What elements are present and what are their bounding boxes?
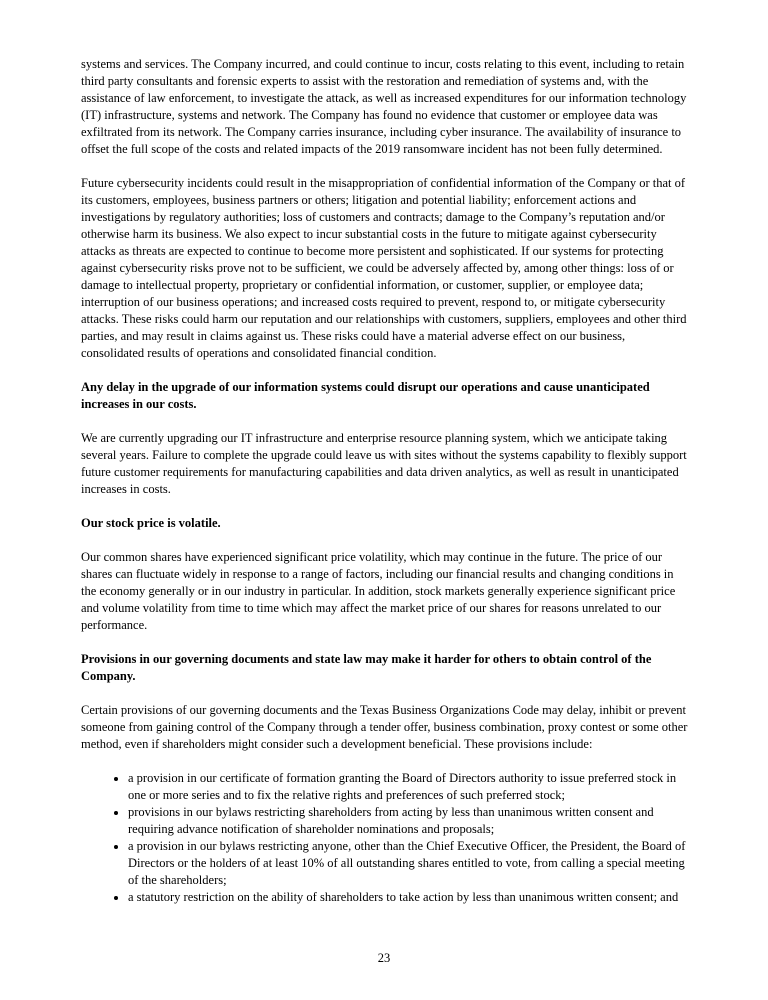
paragraph-stock-price: Our common shares have experienced significant price volatility, which may continue in the future. The price of our shares can fluctuate widely in response to a range of factors, including our financial results and changing conditions in the economy generally or in our industry in particular. In addition, stock markets generally experience significant price and volume volatility from time to time which may affect the market price of our shares for reasons unrelated to our performance. xyxy=(81,550,676,632)
list-item-bylaws-consent: • provisions in our bylaws restricting shareholders from acting by less than unanimous written consent and requiring advance notification of shareholder nominations and proposals; xyxy=(128,804,688,838)
heading-governing-provisions: Provisions in our governing documents and state law may make it harder for others to obtain control of the Company. xyxy=(81,652,652,683)
page-body xyxy=(81,56,688,906)
list-item-statutory-restriction: • a statutory restriction on the ability of shareholders to take action by less than unanimous written consent; and xyxy=(128,889,688,906)
provisions-bullet-list xyxy=(81,770,688,906)
paragraph-future-cybersecurity: Future cybersecurity incidents could result in the misappropriation of confidential information of the Company or that of its customers, employees, business partners or others; litigation and potential liability; enforcement actions and investigations by regulatory authorities; loss of customers and contracts; damage to the Company’s reputation and/or otherwise harm its business. We also expect to incur substantial costs in the future to mitigate against cybersecurity attacks as threats are expected to continue to become more persistent and sophisticated. If our systems for protecting against cybersecurity risks prove not to be sufficient, we could be adversely affected by, among other things: loss of or damage to intellectual property, proprietary or confidential information, or customer, supplier, or employee data; interruption of our business operations; and increased costs required to prevent, respond to, or mitigate cybersecurity attacks. These risks could harm our reputation and our relationships with customers, suppliers, employees and other third parties, and may result in claims against us. These risks could have a material adverse effect on our business, consolidated results of operations and consolidated financial condition. xyxy=(81,176,687,360)
paragraph-ransomware-costs: systems and services. The Company incurred, and could continue to incur, costs relating to this event, including to retain third party consultants and forensic experts to assist with the restoration and remediation of systems and, with the assistance of law enforcement, to investigate the attack, as well as increased expenditures for our information technology (IT) infrastructure, systems and network. The Company has found no evidence that customer or employee data was exfiltrated from its network. The Company carries insurance, including cyber insurance. The availability of insurance to offset the full scope of the costs and related impacts of the 2019 ransomware incident has not been fully determined. xyxy=(81,57,687,156)
page-footer xyxy=(0,950,768,967)
heading-stock-price-volatile: Our stock price is volatile. xyxy=(81,516,221,530)
paragraph-provisions-intro: Certain provisions of our governing documents and the Texas Business Organizations Code may delay, inhibit or prevent someone from gaining control of the Company through a tender offer, business combination, proxy contest or some other method, even if shareholders might consider such a development beneficial. These provisions include: xyxy=(81,703,688,751)
list-item-preferred-stock: • a provision in our certificate of formation granting the Board of Directors authority to issue preferred stock in one or more series and to fix the relative rights and preferences of such preferred stock; xyxy=(128,770,688,804)
heading-it-upgrade-risk: Any delay in the upgrade of our information systems could disrupt our operations and cause unanticipated increases in our costs. xyxy=(81,380,650,411)
paragraph-it-upgrade: We are currently upgrading our IT infrastructure and enterprise resource planning system, which we anticipate taking several years. Failure to complete the upgrade could leave us with sites without the systems capability to flexibly support future customer requirements for manufacturing capabilities and data driven analytics, as well as result in unanticipated increases in costs. xyxy=(81,431,687,496)
page-number: 23 xyxy=(377,951,391,965)
list-item-special-meeting: • a provision in our bylaws restricting anyone, other than the Chief Executive Officer, the President, the Board of Directors or the holders of at least 10% of all outstanding shares entitled to vote, from calling a special meeting of the shareholders; xyxy=(128,838,688,889)
